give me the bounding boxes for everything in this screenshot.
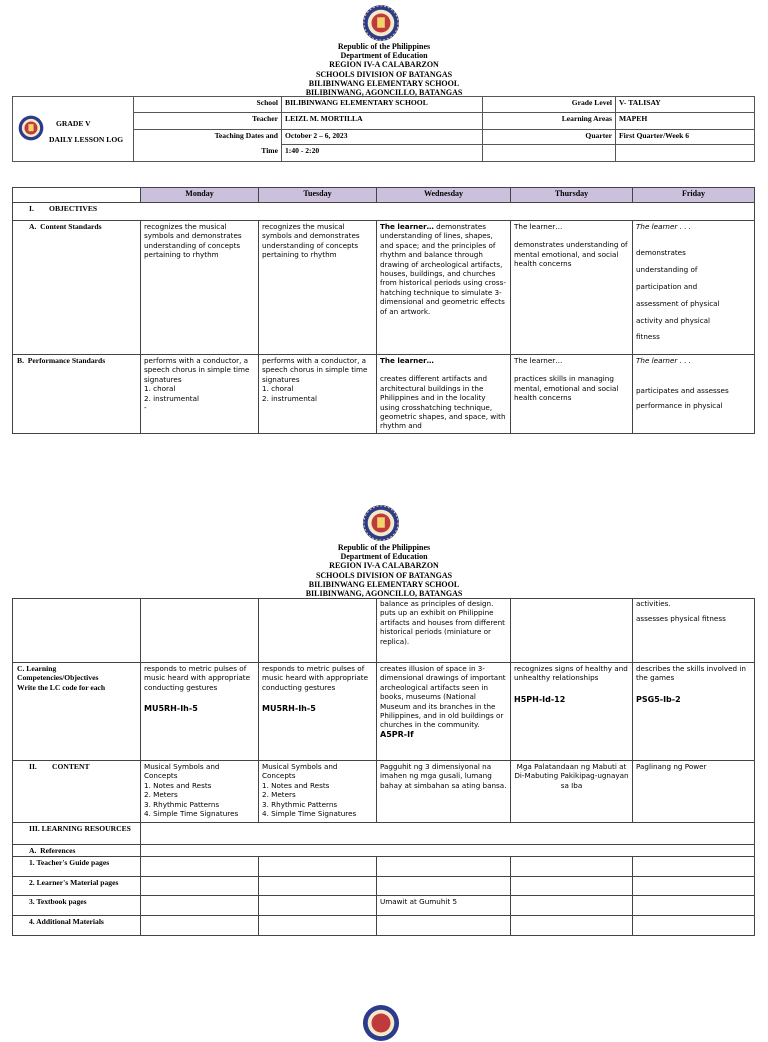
learning-areas-value: MAPEH	[616, 113, 755, 130]
day-header-friday: Friday	[633, 188, 755, 203]
lc-tuesday	[259, 663, 377, 761]
references-label: A. References	[13, 845, 141, 857]
textbook-pages-label: 3. Textbook pages	[13, 896, 141, 916]
content-standards-friday	[633, 221, 755, 355]
learning-resources-label: III. LEARNING RESOURCES	[13, 823, 141, 845]
lc-text: creates illusion of space in 3-dimensional drawings of important archeological artifacts seen in books, museums (National Museum and its branches in the Philippines, and in old buildings or churches in the community.	[380, 664, 506, 730]
content-tuesday: Musical Symbols and Concepts 1. Notes and Rests 2. Meters 3. Rhythmic Patterns 4. Simple Time Signatures	[259, 761, 377, 823]
lc-wednesday	[377, 663, 511, 761]
wed-content-text: demonstrates understanding of lines, shapes, and space; and the principles of rhythm and balance through drawing of archeological artifacts, houses, buildings, and churches from historical periods using cross-hatching technique to simulate 3-dimensional and geometric effects of an artwork.	[380, 222, 506, 316]
wed-perf-text: creates different artifacts and architectural buildings in the Philippines and in the locality using crosshatching technique, geometric shapes, and space, with rhythm and	[380, 374, 506, 431]
deped-seal-icon	[362, 4, 400, 42]
page2-letterhead	[0, 543, 768, 598]
grade-title: GRADE V	[56, 119, 91, 128]
header-division: SCHOOLS DIVISION OF BATANGAS	[315, 69, 453, 79]
grade-level-label: Grade Level	[483, 97, 616, 113]
additional-materials-label: 4. Additional Materials	[13, 916, 141, 936]
performance-standards-label: B. Performance Standards	[13, 355, 141, 434]
performance-standards-friday	[633, 355, 755, 434]
wed-perf-lead: The learner…	[380, 356, 434, 365]
teacher-value: LEIZL M. MORTILLA	[282, 113, 483, 130]
teachers-guide-label: 1. Teacher's Guide pages	[13, 857, 141, 877]
header-republic: Republic of the Philippines	[337, 42, 431, 51]
fri-content-line: assessment of physical	[636, 298, 720, 308]
school-label: School	[134, 97, 282, 113]
fri-content-line: participation and	[636, 282, 698, 291]
fri-perf-text: participates and assesses performance in physical	[636, 386, 729, 411]
deped-seal-icon	[362, 1004, 400, 1042]
deped-seal-icon	[362, 504, 400, 542]
lc-code: PSG5-Ib-2	[636, 694, 681, 704]
content-label: II. CONTENT	[13, 761, 141, 823]
quarter-label: Quarter	[483, 130, 616, 145]
header-deped: Department of Education	[340, 51, 428, 61]
header-address: BILIBINWANG, AGONCILLO, BATANGAS	[305, 88, 463, 98]
log-title: DAILY LESSON LOG	[49, 135, 124, 144]
thu-learner-lead: The learner…	[514, 222, 563, 231]
content-standards-thursday	[511, 221, 633, 355]
lc-monday	[141, 663, 259, 761]
lc-label-line: C. Learning Competencies/Objectives	[17, 664, 99, 683]
fri-perf-continued	[633, 599, 755, 663]
objectives-heading: I. OBJECTIVES	[13, 203, 755, 221]
wed-learner-lead: The learner…	[380, 222, 434, 231]
header-address: BILIBINWANG, AGONCILLO, BATANGAS	[305, 589, 463, 599]
fri-content-line: fitness	[636, 332, 660, 342]
time-label: Time	[134, 145, 282, 162]
dates-value: October 2 – 6, 2023	[282, 130, 483, 145]
dll-table-page1	[12, 187, 755, 434]
thu-perf-lead: The learner…	[514, 356, 563, 365]
textbook-pages-wednesday: Umawit at Gumuhit 5	[377, 896, 511, 916]
learning-areas-label: Learning Areas	[483, 113, 616, 130]
lc-text: describes the skills involved in the games	[636, 664, 746, 683]
performance-standards-wednesday	[377, 355, 511, 434]
teacher-label: Teacher	[134, 113, 282, 130]
lc-text: recognizes signs of healthy and unhealthy relationships	[514, 664, 628, 683]
lc-code: H5PH-Id-12	[514, 694, 566, 704]
grade-level-value: V- TALISAY	[616, 97, 755, 113]
quarter-value: First Quarter/Week 6	[616, 130, 755, 145]
content-thursday: Mga Palatandaan ng Mabuti at Di-Mabuting Pakikipag-ugnayan sa Iba	[511, 761, 633, 823]
lc-code: MU5RH-Ih-5	[262, 704, 316, 714]
content-standards-label: A. Content Standards	[13, 221, 141, 355]
content-friday: Paglinang ng Power	[633, 761, 755, 823]
content-monday: Musical Symbols and Concepts 1. Notes and Rests 2. Meters 3. Rhythmic Patterns 4. Simple Time Signatures	[141, 761, 259, 823]
info-table	[12, 96, 755, 162]
day-header-tuesday: Tuesday	[259, 188, 377, 203]
lc-code: A5PR-If	[380, 729, 414, 739]
header-division: SCHOOLS DIVISION OF BATANGAS	[315, 570, 453, 580]
lc-thursday	[511, 663, 633, 761]
lc-text: responds to metric pulses of music heard with appropriate conducting gestures	[262, 664, 369, 692]
fri-content-line: activity and physical	[636, 315, 711, 325]
thu-content-text: demonstrates understanding of mental emotional, and social health concerns	[514, 240, 628, 269]
header-region: REGION IV-A CALABARZON	[329, 561, 439, 571]
fri-cont-line: activities.	[636, 599, 671, 608]
day-header-monday: Monday	[141, 188, 259, 203]
fri-perf-lead: The learner . . .	[636, 356, 692, 365]
header-school: BILIBINWANG ELEMENTARY SCHOOL	[308, 78, 460, 88]
performance-standards-thursday	[511, 355, 633, 434]
page1-letterhead	[0, 42, 768, 97]
dll-table-page2	[12, 598, 755, 936]
header-region: REGION IV-A CALABARZON	[329, 60, 439, 70]
wed-perf-continued: balance as principles of design. puts up an exhibit on Philippine artifacts and houses from different historical periods (miniature or replica).	[377, 599, 511, 663]
fri-content-line: understanding of	[636, 265, 698, 275]
content-standards-monday: recognizes the musical symbols and demonstrates understanding of concepts pertaining to rhythm	[141, 221, 259, 355]
lc-friday	[633, 663, 755, 761]
lc-code: MU5RH-Ih-5	[144, 704, 198, 714]
content-standards-tuesday: recognizes the musical symbols and demonstrates understanding of concepts pertaining to rhythm	[259, 221, 377, 355]
header-school: BILIBINWANG ELEMENTARY SCHOOL	[308, 579, 460, 589]
learning-competencies-label	[13, 663, 141, 761]
dates-label: Teaching Dates and	[134, 130, 282, 145]
thu-perf-text: practices skills in managing mental, emotional and social health concerns	[514, 374, 619, 403]
lc-text: responds to metric pulses of music heard with appropriate conducting gestures	[144, 664, 251, 692]
lc-label-line: Write the LC code for each	[17, 682, 106, 692]
day-header-thursday: Thursday	[511, 188, 633, 203]
header-deped: Department of Education	[340, 552, 428, 562]
content-standards-wednesday	[377, 221, 511, 355]
school-value: BILIBINWANG ELEMENTARY SCHOOL	[282, 97, 483, 113]
performance-standards-tuesday: performs with a conductor, a speech chorus in simple time signatures 1. choral 2. instrumental	[259, 355, 377, 434]
fri-content-line: demonstrates	[636, 248, 686, 258]
content-wednesday: Pagguhit ng 3 dimensiyonal na imahen ng mga gusali, lumang bahay at simbahan sa ating bansa.	[377, 761, 511, 823]
fri-cont-line: assesses physical fitness	[636, 614, 726, 624]
performance-standards-monday: performs with a conductor, a speech chorus in simple time signatures 1. choral 2. instrumental -	[141, 355, 259, 434]
time-value: 1:40 - 2:20	[282, 145, 483, 162]
fri-learner-lead: The learner . . .	[636, 222, 692, 231]
learners-material-label: 2. Learner's Material pages	[13, 877, 141, 896]
day-header-wednesday: Wednesday	[377, 188, 511, 203]
deped-seal-small-icon	[18, 115, 44, 141]
header-republic: Republic of the Philippines	[337, 543, 431, 552]
